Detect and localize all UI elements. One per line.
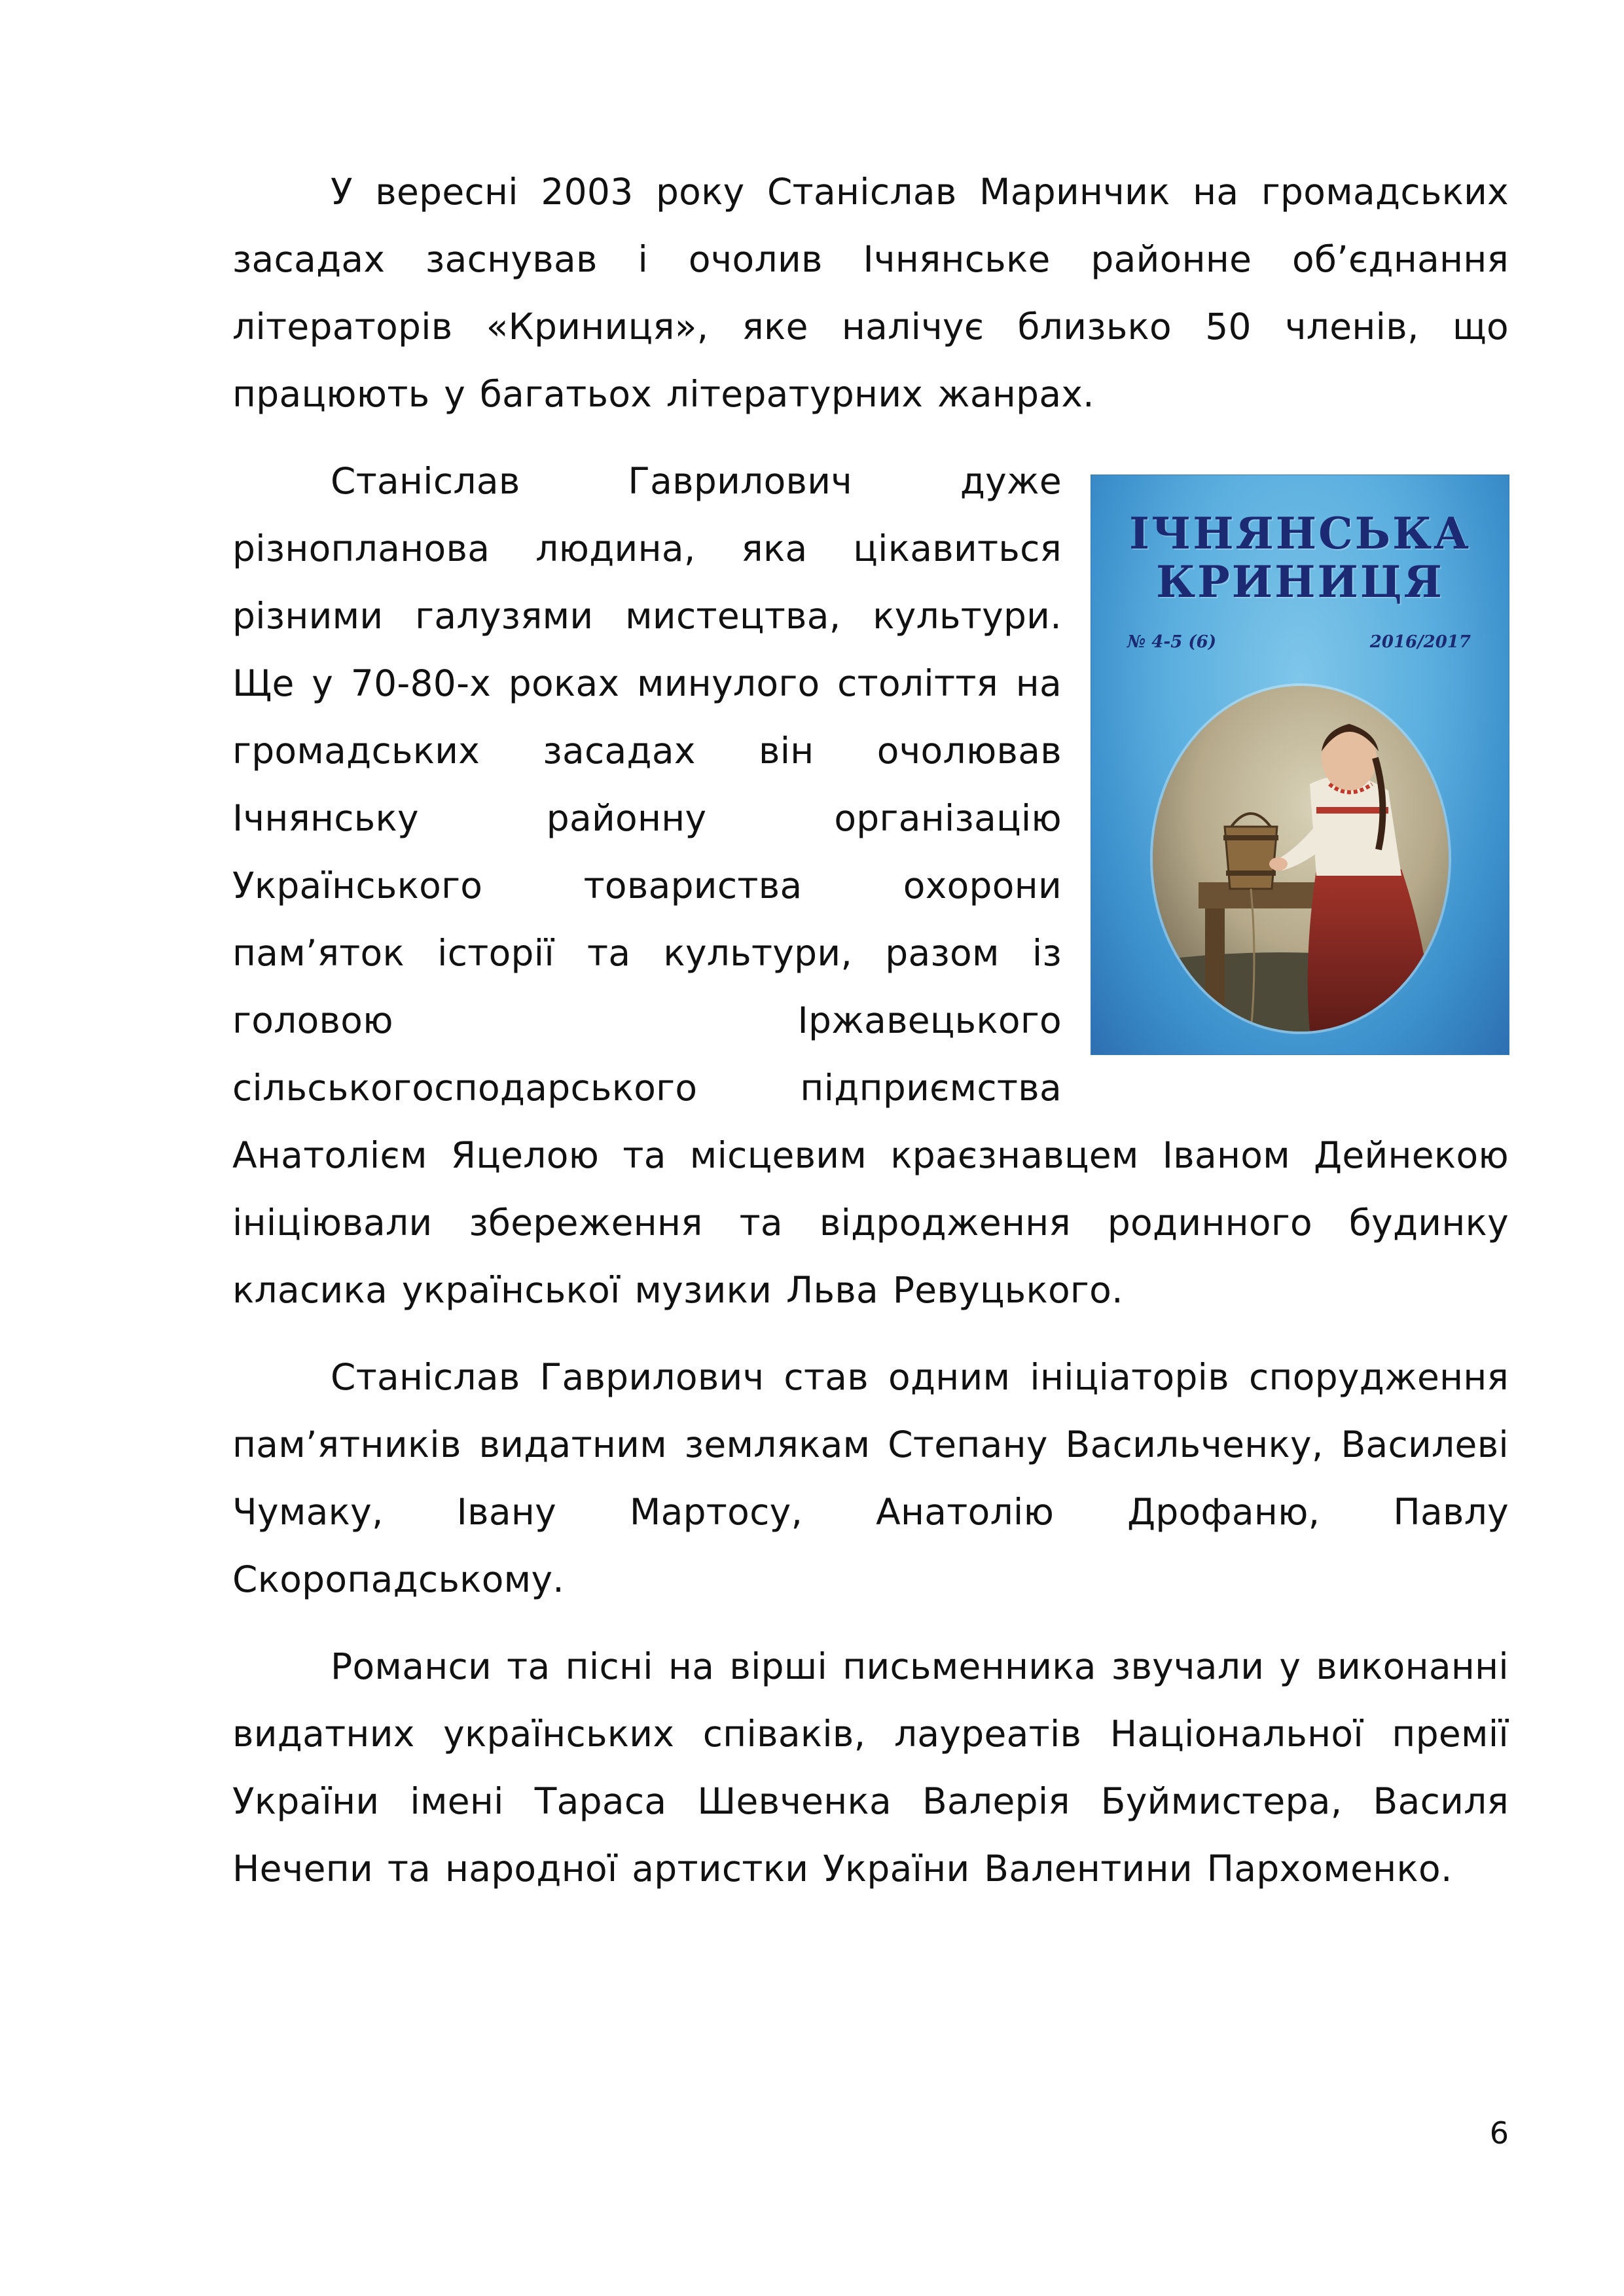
painting-girl-at-well — [1153, 686, 1449, 1031]
document-page — [232, 0, 1509, 1903]
magazine-cover-image — [1091, 475, 1509, 1054]
paragraph-4: Романси та пісні на вірші письменника звучали у виконанні видатних українських співаків, лауреатів Національної премії України імені Тараса Шевченка Валерія Буймистера, Василя Нечепи та народної артистки України Валентини Пархоменко. — [232, 1645, 1509, 1890]
paragraph-1: У вересні 2003 року Станіслав Маринчик на громадських засадах заснував і очолив Ічнянське районне об’єднання літераторів «Криниця», яке налічує близько 50 членів, що працюють у багатьох літературних жанрах. — [232, 171, 1509, 415]
cover-title-line-1: ІЧНЯНСЬКА — [1129, 508, 1471, 559]
cover-title-line-2: КРИНИЦЯ — [1156, 556, 1444, 607]
paragraph-3: Станіслав Гаврилович став одним ініціаторів спорудження пам’ятників видатним землякам Степану Васильченку, Василеві Чумаку, Івану Мартосу, Анатолію Дрофаню, Павлу Скоропадському. — [232, 1356, 1509, 1600]
paragraph-2: Станіслав Гаврилович дуже різнопланова людина, яка цікавиться різними галузями мистецтва, культури. Ще у 70-80-х роках минулого століття на громадських засадах він очолював Ічнянську районну організацію Українського товариства охорони пам’яток історії та культури, разом із головою Іржавецького сільськогосподарського підприємства Анатолієм Яцелою та місцевим краєзнавцем Іваном Дейнекою ініціювали збереження та відродження родинного будинку класика української музики Льва Ревуцького. — [232, 460, 1509, 1311]
page-number: 6 — [1489, 2115, 1509, 2151]
cover-year: 2016/2017 — [1369, 632, 1471, 652]
cover-painting-oval — [1153, 686, 1449, 1031]
cover-issue-number: № 4-5 (6) — [1127, 632, 1217, 652]
paragraph-2-block — [232, 448, 1509, 1324]
